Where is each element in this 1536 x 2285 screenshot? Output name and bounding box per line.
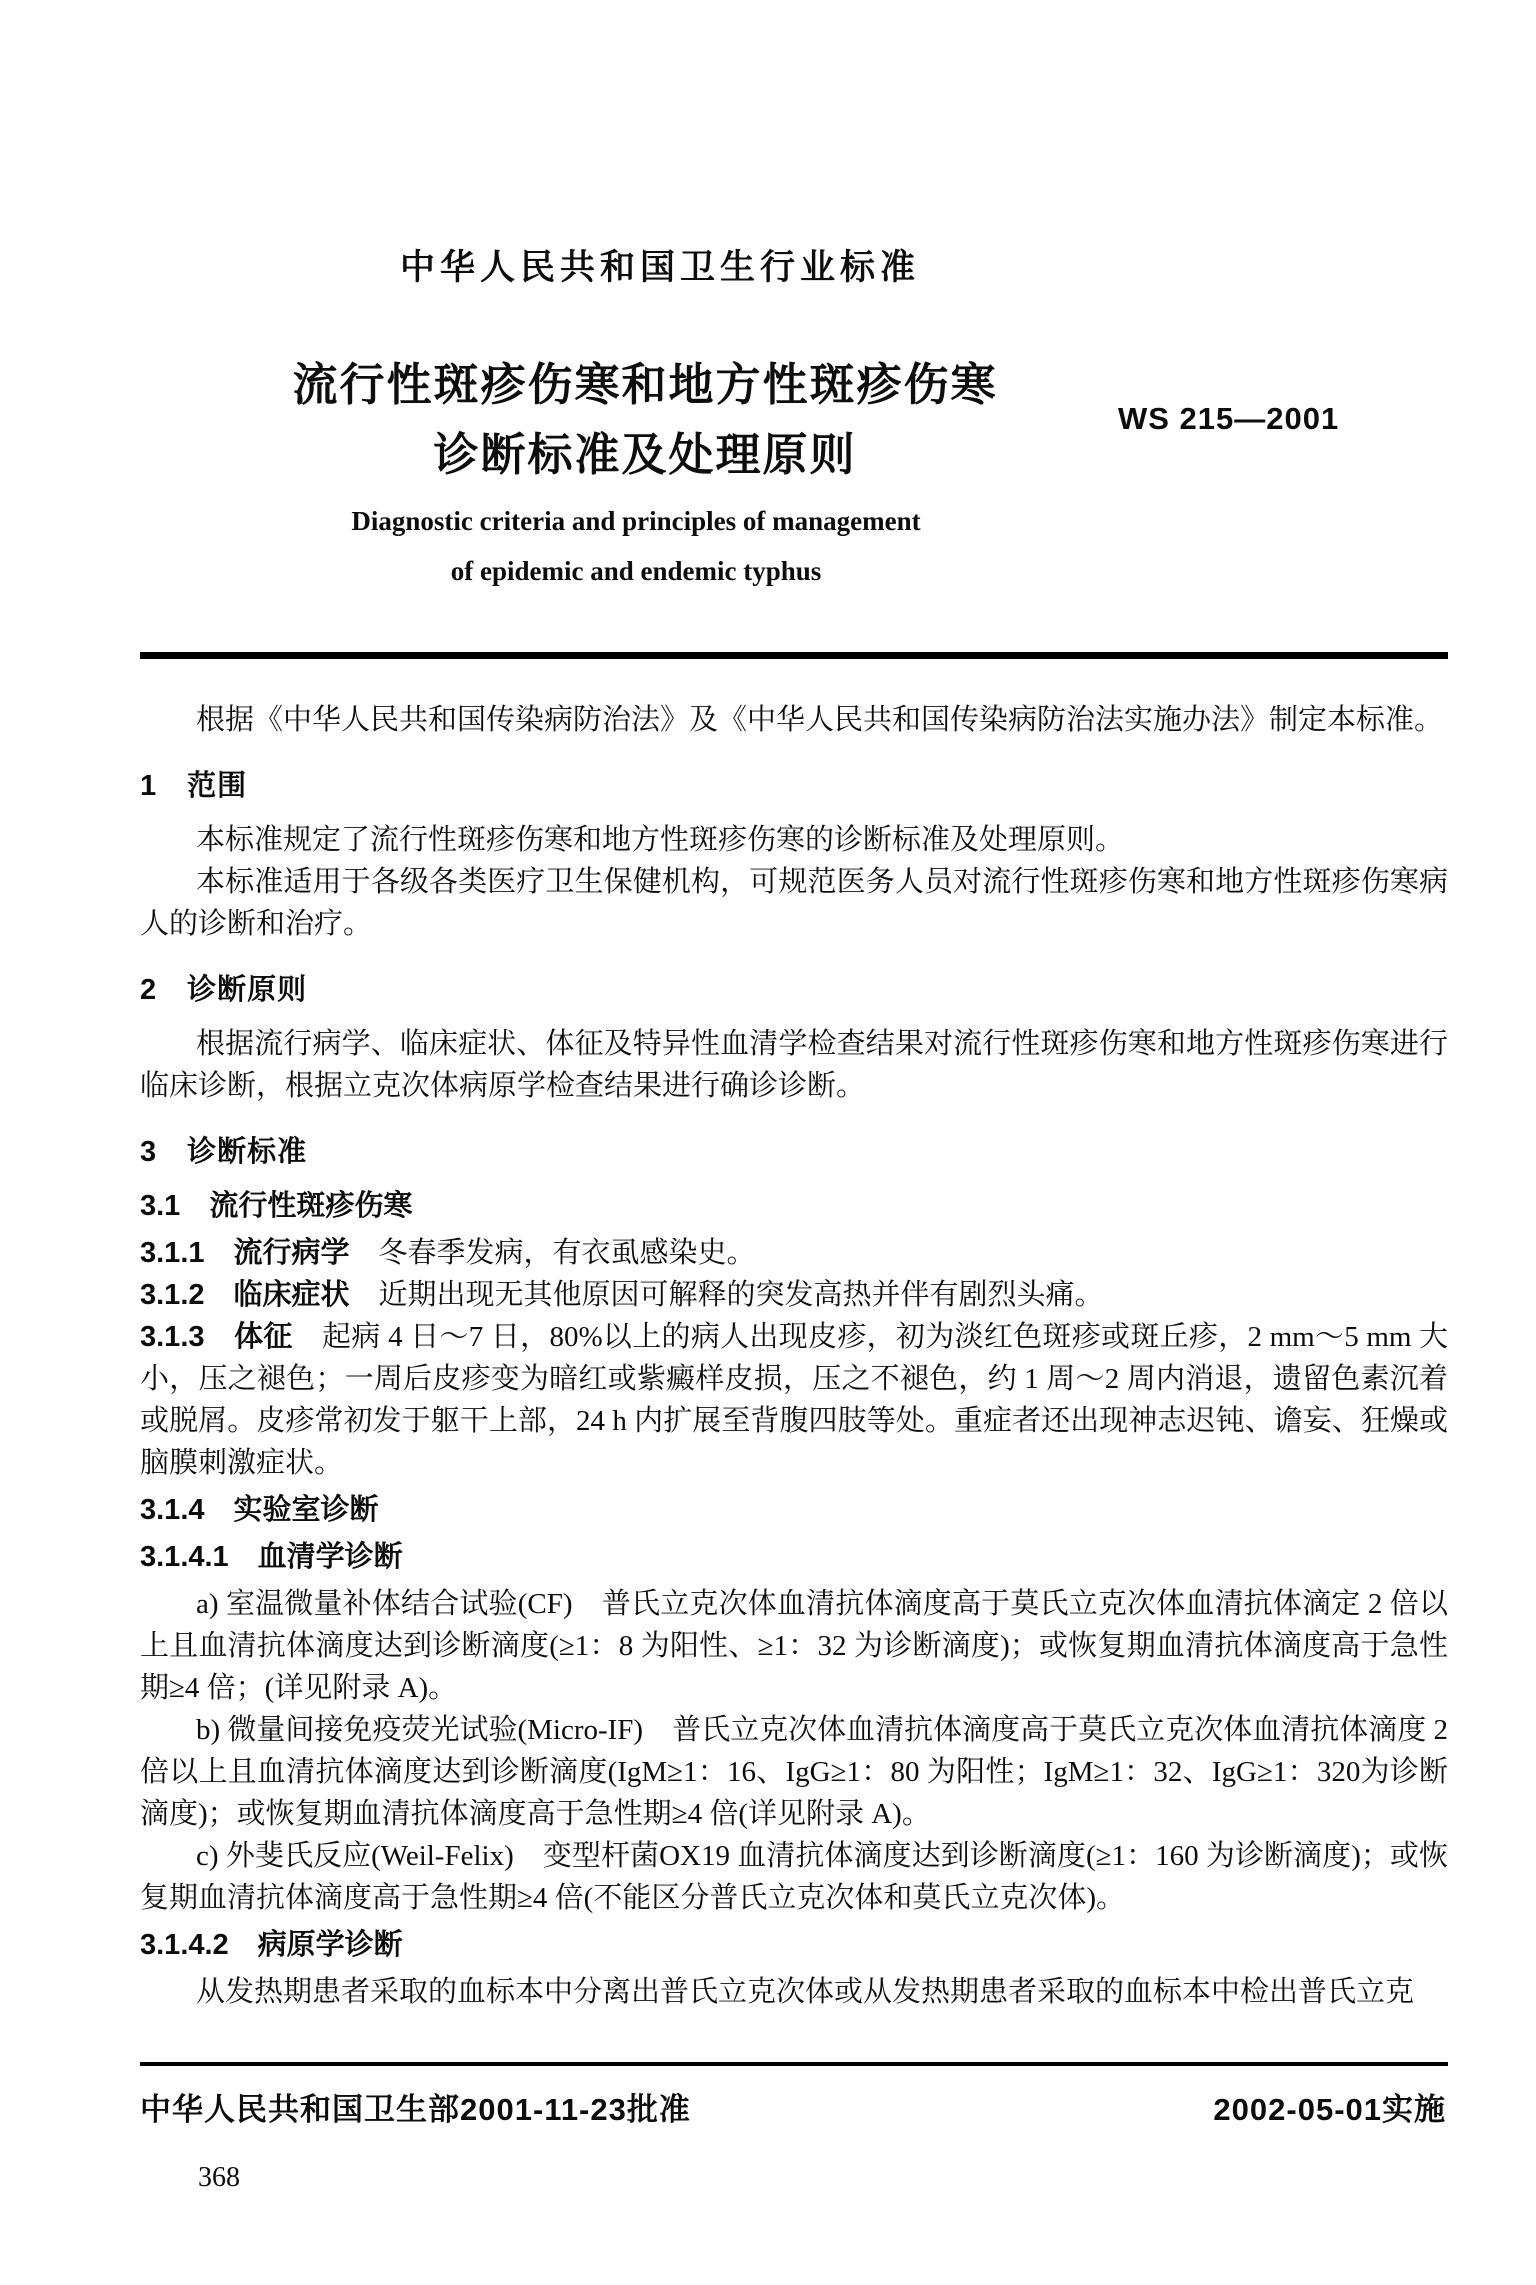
implementation-date: 2002-05-01实施 — [1213, 2092, 1446, 2127]
paragraph: 从发热期患者采取的血标本中分离出普氏立克次体或从发热期患者采取的血标本中检出普氏立克 — [196, 1976, 1415, 2008]
paragraph: 本标准规定了流行性斑疹伤寒和地方性斑疹伤寒的诊断标准及处理原则。 — [196, 824, 1125, 856]
document-body — [140, 699, 1448, 2013]
document-title-line1: 流行性斑疹伤寒和地方性斑疹伤寒 — [292, 359, 998, 410]
clause-line: 3.1.2 临床症状 近期出现无其他原因可解释的突发高热并伴有剧烈头痛。 — [140, 1279, 1104, 1311]
clause-heading: 3.1 流行性斑疹伤寒 — [140, 1190, 413, 1222]
clause-heading: 3.1.4.2 病原学诊断 — [140, 1929, 403, 1961]
header-rule — [140, 652, 1448, 659]
clause-number-title: 3.1.1 流行病学 — [140, 1237, 350, 1269]
clause-heading: 3.1.4 实验室诊断 — [140, 1494, 379, 1526]
document-title-line2: 诊断标准及处理原则 — [433, 429, 857, 480]
clause-line: 3.1.3 体征 起病 4 日～7 日，80%以上的病人出现皮疹，初为淡红色斑疹或斑丘疹，2 mm～5 mm 大小，压之褪色；一周后皮疹变为暗红或紫癜样皮损，压之不褪色，约 1 周～2 周内消退，遗留色素沉着或脱屑。皮疹常初发于躯干上部，24 h 内扩展至背腹四肢等处。重症者还出现神志迟钝、谵妄、狂燥或脑膜刺激症状。 — [140, 1321, 1448, 1479]
clause-line: 3.1.1 流行病学 冬春季发病，有衣虱感染史。 — [140, 1237, 756, 1269]
section-heading: 3 诊断标准 — [140, 1136, 308, 1168]
document-title-english-line2: of epidemic and endemic typhus — [450, 556, 822, 586]
paragraph: b) 微量间接免疫荧光试验(Micro-IF) 普氏立克次体血清抗体滴度高于莫氏立克次体血清抗体滴度 2 倍以上且血清抗体滴度达到诊断滴度(IgM≥1：16、IgG≥1：80 为阳性；IgM≥1：32、IgG≥1：320为诊断滴度)；或恢复期血清抗体滴度高于急性期≥4 倍(详见附录 A)。 — [140, 1714, 1448, 1830]
paragraph: 本标准适用于各级各类医疗卫生保健机构，可规范医务人员对流行性斑疹伤寒和地方性斑疹伤寒病人的诊断和治疗。 — [140, 866, 1448, 940]
paragraph: 根据《中华人民共和国传染病防治法》及《中华人民共和国传染病防治法实施办法》制定本标准。 — [196, 704, 1444, 736]
standard-number: WS 215—2001 — [1118, 401, 1340, 436]
document-title-english-line1: Diagnostic criteria and principles of management — [351, 506, 921, 536]
paragraph: 根据流行病学、临床症状、体征及特异性血清学检查结果对流行性斑疹伤寒和地方性斑疹伤寒进行临床诊断，根据立克次体病原学检查结果进行确诊诊断。 — [140, 1028, 1448, 1102]
clause-heading: 3.1.4.1 血清学诊断 — [140, 1541, 403, 1573]
paragraph: a) 室温微量补体结合试验(CF) 普氏立克次体血清抗体滴度高于莫氏立克次体血清抗体滴定 2 倍以上且血清抗体滴度达到诊断滴度(≥1：8 为阳性、≥1：32 为诊断滴度)；或恢复期血清抗体滴度高于急性期≥4 倍；(详见附录 A)。 — [140, 1588, 1448, 1704]
section-heading: 1 范围 — [140, 770, 248, 802]
clause-number-title: 3.1.3 体征 — [140, 1321, 293, 1353]
standard-category-heading: 中华人民共和国卫生行业标准 — [399, 248, 920, 287]
approval-note: 中华人民共和国卫生部2001-11-23批准 — [140, 2092, 691, 2127]
paragraph: c) 外斐氏反应(Weil-Felix) 变型杆菌OX19 血清抗体滴度达到诊断滴度(≥1：160 为诊断滴度)；或恢复期血清抗体滴度高于急性期≥4 倍(不能区分普氏立克次体和莫氏立克次体)。 — [140, 1840, 1448, 1914]
page-number: 368 — [198, 2162, 240, 2193]
section-heading: 2 诊断原则 — [140, 974, 308, 1006]
clause-number-title: 3.1.2 临床症状 — [140, 1279, 350, 1311]
footer-rule — [140, 2062, 1448, 2066]
